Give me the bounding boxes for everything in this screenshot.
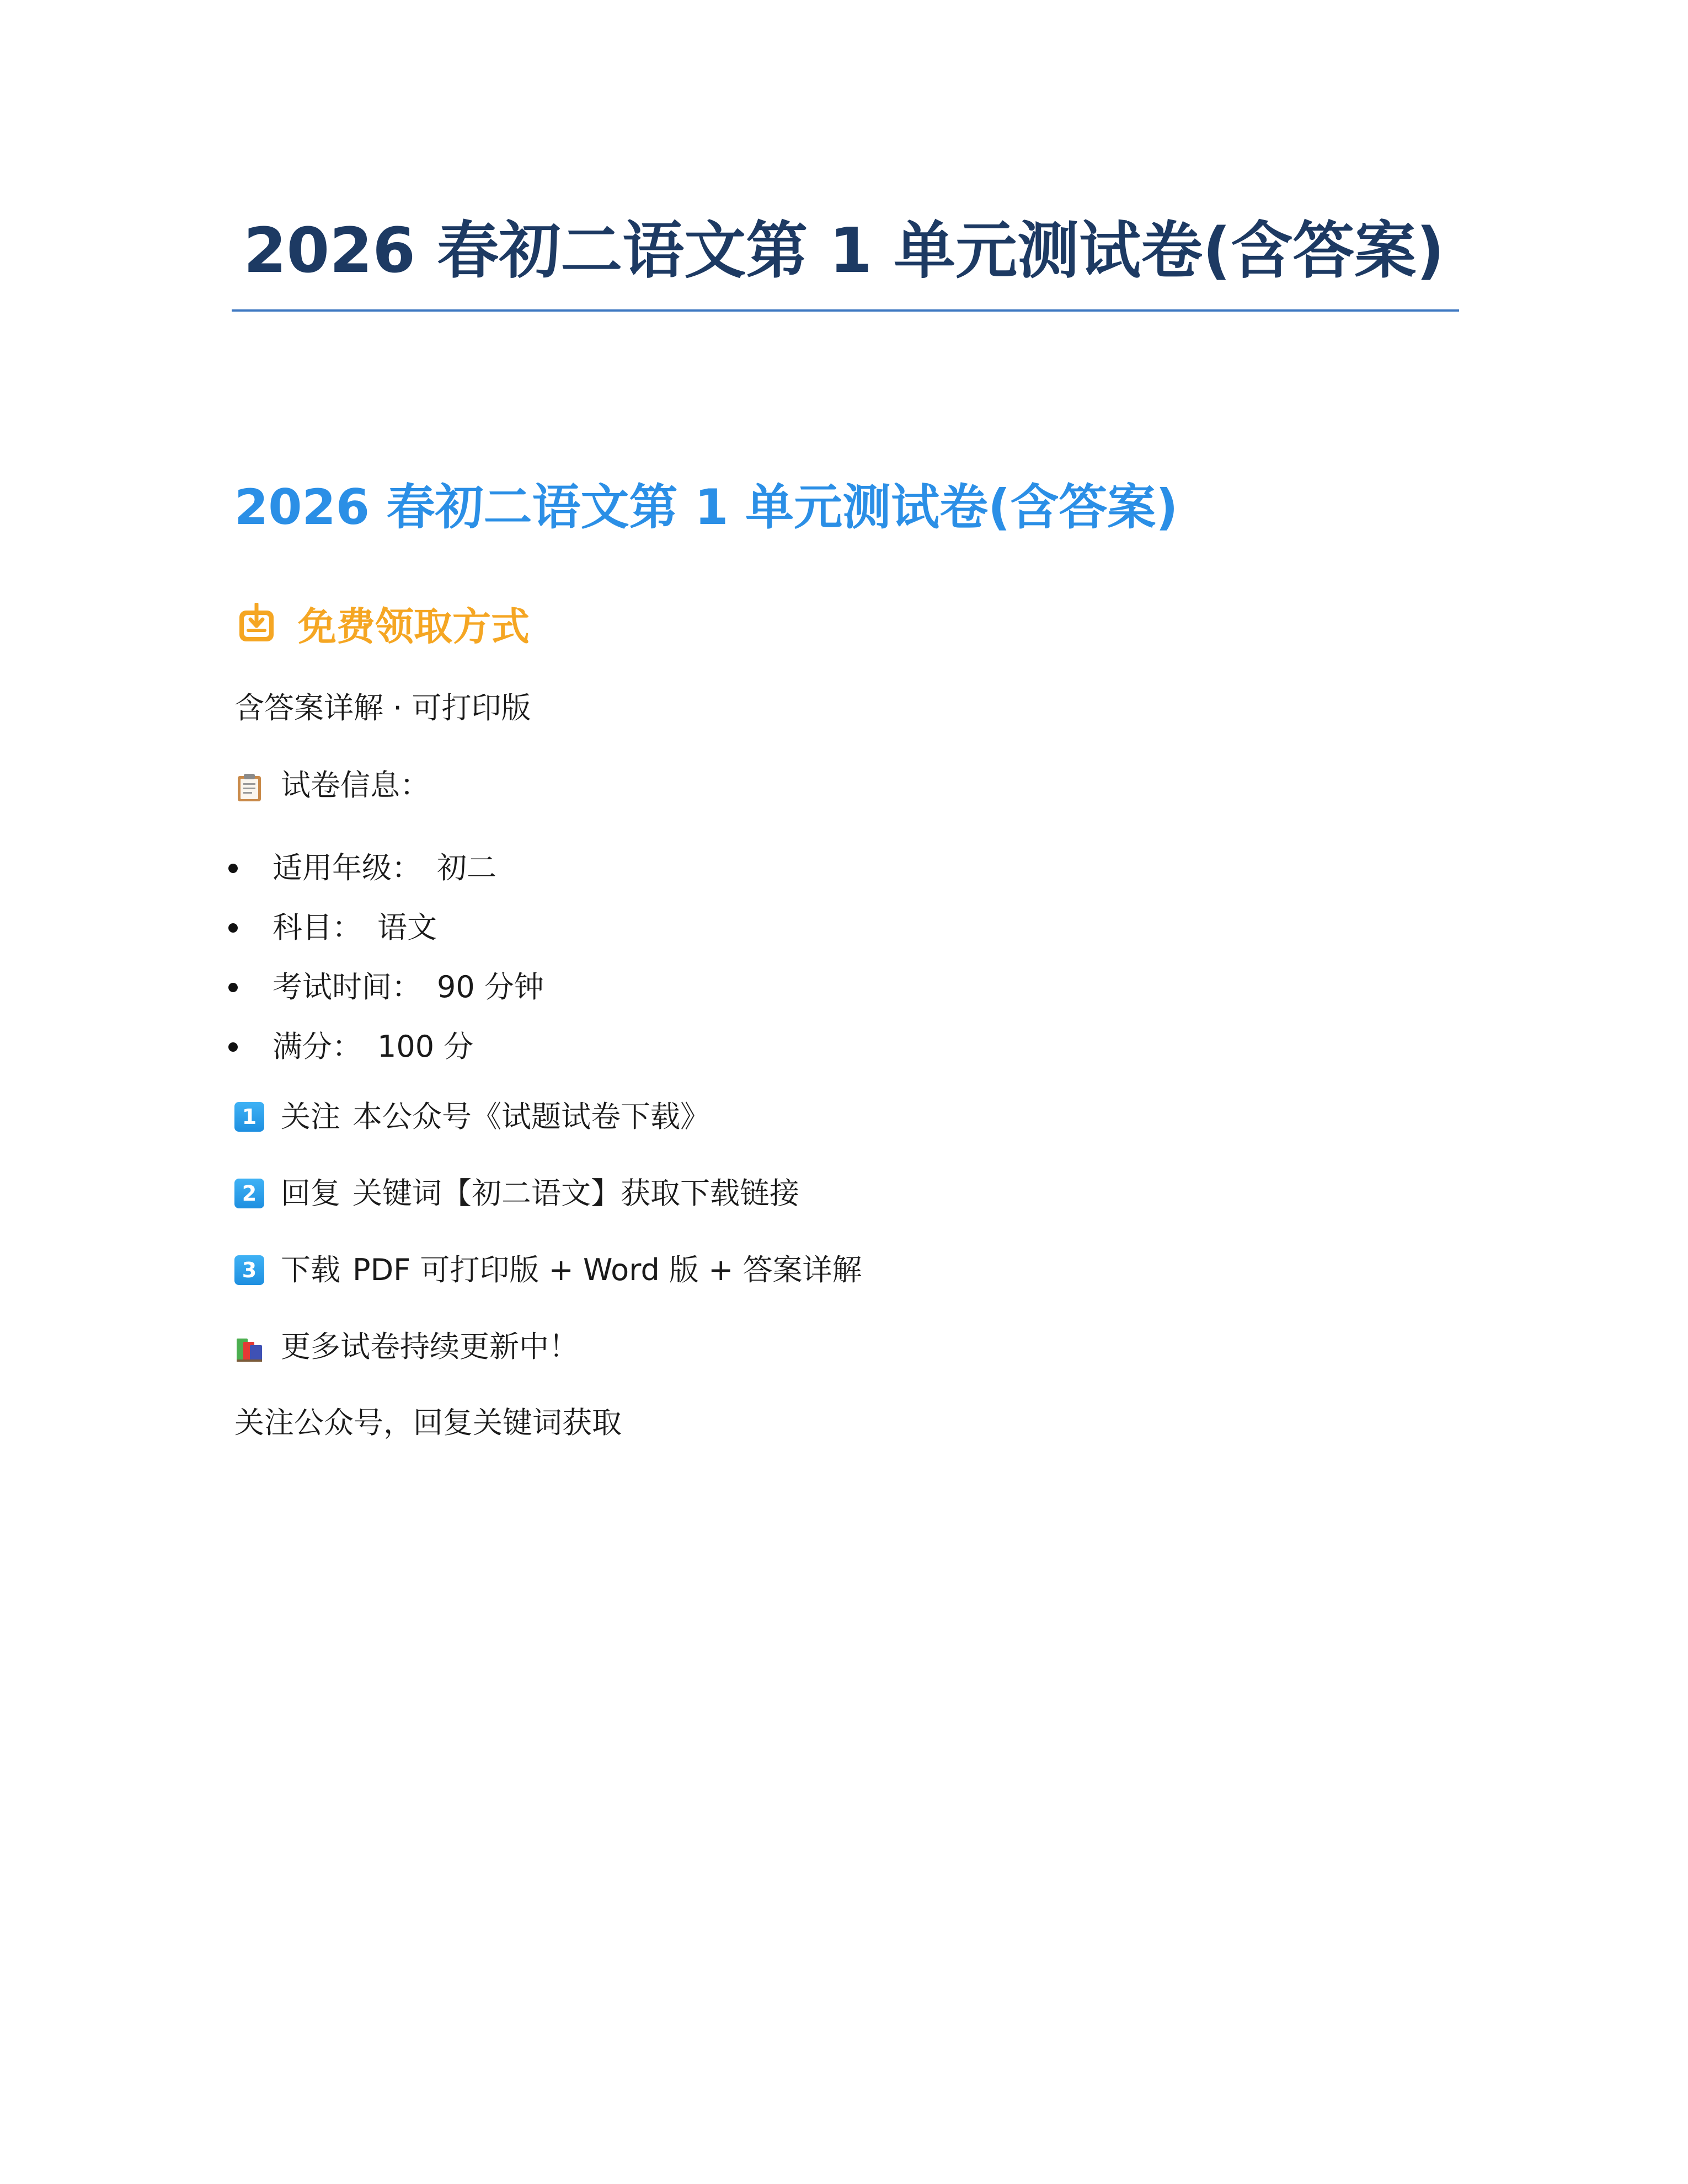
step-3 xyxy=(234,1248,862,1292)
gift-download-icon xyxy=(237,603,276,644)
free-access-heading-text: 免费领取方式 xyxy=(298,603,530,649)
title-divider xyxy=(232,309,1459,312)
tagline: 含答案详解 · 可打印版 xyxy=(234,690,531,725)
info-label: 科目： xyxy=(273,910,362,945)
document-title: 2026 春初二语文第 1 单元测试卷(含答案) xyxy=(243,215,1445,287)
step-action: 下载 xyxy=(281,1252,340,1287)
number-two-icon: 2 xyxy=(234,1179,264,1208)
free-access-heading xyxy=(237,596,530,651)
step-text: 关键词【初二语文】获取下载链接 xyxy=(352,1176,799,1211)
list-item xyxy=(221,957,544,1017)
info-label: 满分： xyxy=(273,1029,362,1064)
list-item xyxy=(221,898,544,957)
number-three-icon: 3 xyxy=(234,1255,264,1285)
exam-info-list xyxy=(221,838,544,1077)
info-label: 考试时间： xyxy=(273,970,421,1004)
section-title: 2026 春初二语文第 1 单元测试卷(含答案) xyxy=(234,479,1178,536)
step-2 xyxy=(234,1171,799,1216)
info-value: 100 分 xyxy=(377,1029,474,1064)
exam-info-header-text: 试卷信息： xyxy=(281,768,430,802)
step-1 xyxy=(234,1095,710,1139)
step-text: PDF 可打印版 + Word 版 + 答案详解 xyxy=(352,1252,862,1287)
info-value: 语文 xyxy=(377,910,437,945)
list-item xyxy=(221,1017,544,1077)
info-value: 90 分钟 xyxy=(437,970,544,1004)
step-action: 回复 xyxy=(281,1176,340,1211)
bullet-icon xyxy=(228,983,238,992)
bullet-icon xyxy=(228,1042,238,1052)
more-updates-text: 更多试卷持续更新中！ xyxy=(281,1329,579,1364)
exam-info-header xyxy=(234,763,430,807)
list-item xyxy=(221,838,544,898)
footer-note: 关注公众号，回复关键词获取 xyxy=(234,1405,622,1440)
info-label: 适用年级： xyxy=(273,850,421,885)
step-action: 关注 xyxy=(281,1099,340,1134)
books-icon xyxy=(234,1332,264,1362)
info-value: 初二 xyxy=(437,850,496,885)
bullet-icon xyxy=(228,923,238,933)
clipboard-icon xyxy=(234,770,264,800)
step-text: 本公众号《试题试卷下载》 xyxy=(352,1099,710,1134)
more-updates-note xyxy=(234,1325,579,1369)
number-one-icon: 1 xyxy=(234,1102,264,1132)
bullet-icon xyxy=(228,864,238,873)
